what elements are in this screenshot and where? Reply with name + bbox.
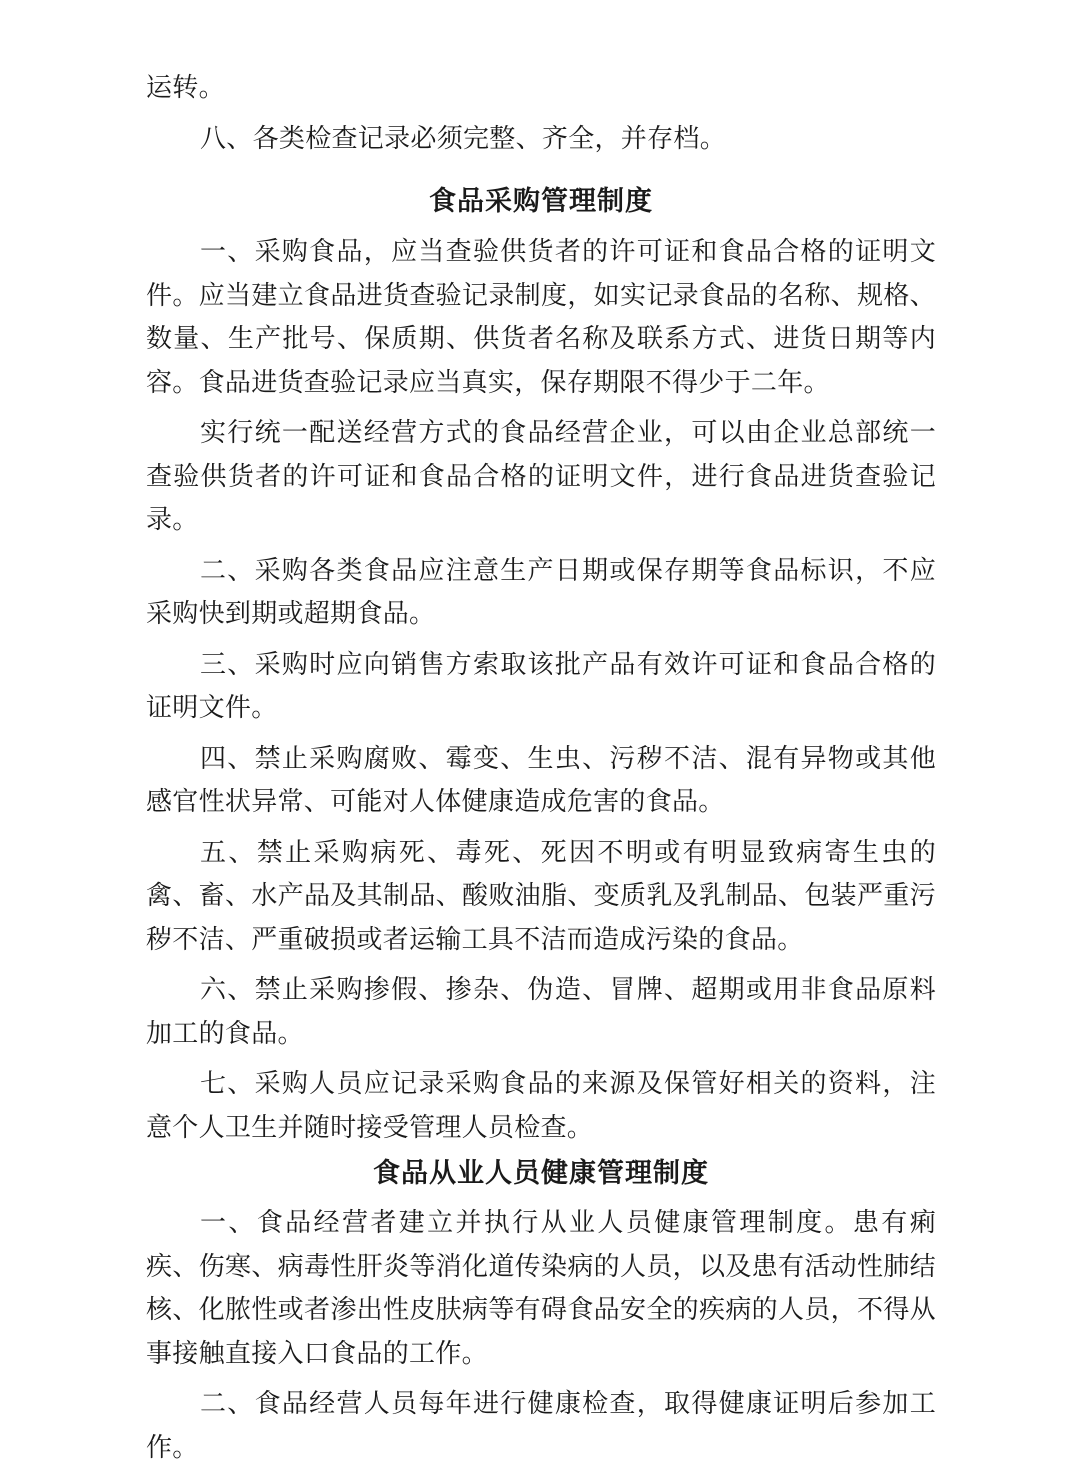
health-paragraph-2: 二、食品经营人员每年进行健康检查，取得健康证明后参加工作。 [146, 1389, 936, 1463]
health-paragraph-1: 一、食品经营者建立并执行从业人员健康管理制度。患有痢疾、伤寒、病毒性肝炎等消化道传染病的人员，以及患有活动性肺结核、化脓性或者渗出性皮肤病等有碍食品安全的疾病的人员，不得从事接触直接入口食品的工作。 [146, 1208, 936, 1369]
procurement-paragraph-3: 二、采购各类食品应注意生产日期或保存期等食品标识，不应采购快到期或超期食品。 [146, 555, 936, 629]
procurement-paragraph-5: 四、禁止采购腐败、霉变、生虫、污秽不洁、混有异物或其他感官性状异常、可能对人体健康造成危害的食品。 [146, 743, 936, 817]
procurement-paragraph-8: 七、采购人员应记录采购食品的来源及保管好相关的资料，注意个人卫生并随时接受管理人员检查。 [146, 1069, 936, 1143]
document-page [146, 0, 936, 1470]
procurement-section-title: 食品采购管理制度 [429, 186, 653, 217]
procurement-paragraph-7: 六、禁止采购掺假、掺杂、伪造、冒牌、超期或用非食品原料加工的食品。 [146, 975, 936, 1049]
procurement-paragraph-4: 三、采购时应向销售方索取该批产品有效许可证和食品合格的证明文件。 [146, 649, 936, 723]
procurement-paragraph-1: 一、采购食品，应当查验供货者的许可证和食品合格的证明文件。应当建立食品进货查验记录制度，如实记录食品的名称、规格、数量、生产批号、保质期、供货者名称及联系方式、进货日期等内容。食品进货查验记录应当真实，保存期限不得少于二年。 [146, 237, 936, 398]
procurement-paragraph-2: 实行统一配送经营方式的食品经营企业，可以由企业总部统一查验供货者的许可证和食品合格的证明文件，进行食品进货查验记录。 [146, 418, 936, 535]
procurement-paragraph-6: 五、禁止采购病死、毒死、死因不明或有明显致病寄生虫的禽、畜、水产品及其制品、酸败油脂、变质乳及乳制品、包装严重污秽不洁、严重破损或者运输工具不洁而造成污染的食品。 [146, 837, 936, 955]
continuation-text: 运转。 [146, 73, 225, 103]
inspection-item-8: 八、各类检查记录必须完整、齐全，并存档。 [200, 123, 727, 154]
health-section-title: 食品从业人员健康管理制度 [373, 1158, 709, 1189]
